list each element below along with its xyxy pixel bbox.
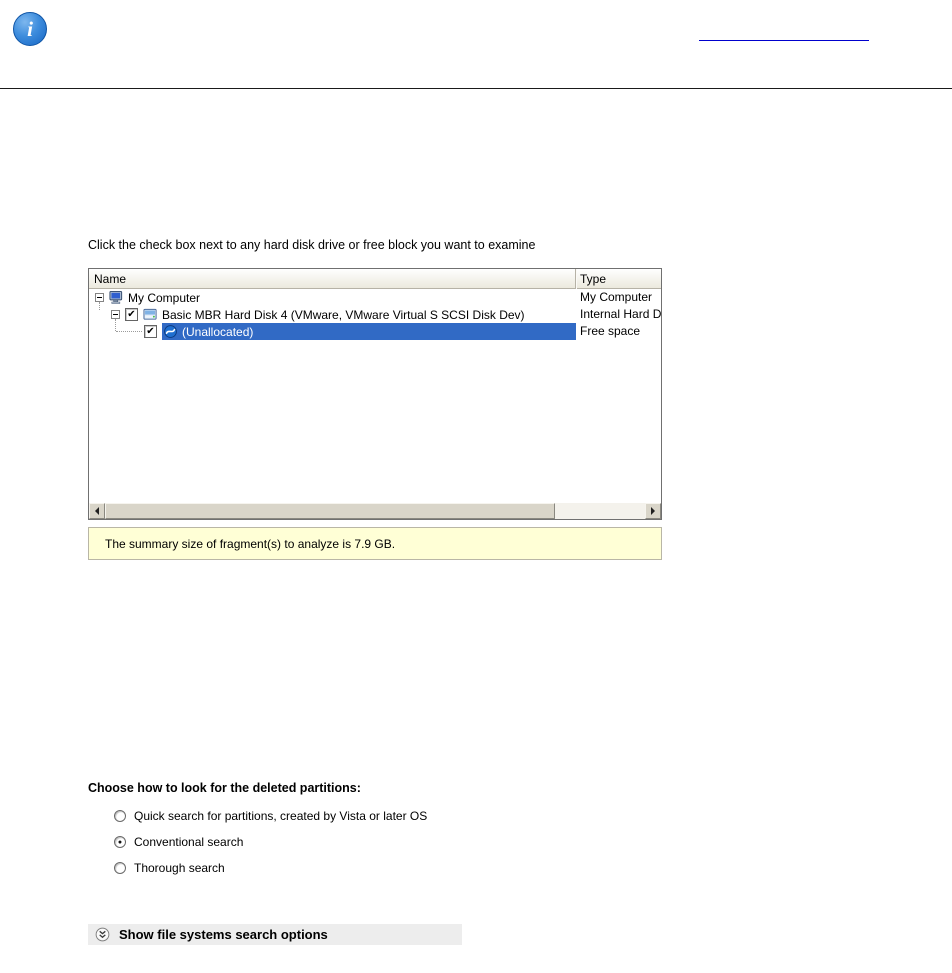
row-type-label: Free space [580, 324, 641, 338]
horizontal-divider [0, 88, 952, 89]
show-file-systems-options-expander[interactable] [88, 924, 462, 945]
horizontal-scrollbar[interactable] [89, 503, 661, 519]
table-row-unallocated[interactable] [89, 323, 661, 340]
summary-note [88, 527, 662, 560]
selected-row-highlight[interactable] [162, 323, 576, 340]
radio-button[interactable] [114, 862, 126, 874]
hyperlink[interactable] [699, 28, 869, 41]
radio-button[interactable] [114, 810, 126, 822]
table-row-hard-disk[interactable] [89, 306, 661, 323]
double-chevron-down-circle-icon [95, 927, 110, 942]
right-arrow-icon [651, 507, 655, 515]
list-header [89, 269, 661, 289]
computer-icon [109, 290, 124, 305]
expander-label: Show file systems search options [119, 927, 328, 942]
row-name-label: (Unallocated) [182, 324, 254, 339]
left-arrow-icon [95, 507, 99, 515]
row-name-label: My Computer [128, 290, 201, 305]
radio-button[interactable]: ● [114, 836, 126, 848]
hard-disk-icon [143, 307, 158, 322]
list-body [89, 289, 661, 504]
row-name-label: Basic MBR Hard Disk 4 (VMware, VMware Virtual S SCSI Disk Dev) [162, 307, 525, 322]
search-mode-heading: Choose how to look for the deleted partitions: [88, 781, 361, 795]
free-space-swirl-icon [163, 324, 178, 339]
scroll-right-button[interactable] [645, 503, 661, 519]
radio-option-conventional-search[interactable] [114, 835, 243, 849]
disk-tree-list [88, 268, 662, 520]
radio-option-quick-search[interactable] [114, 809, 427, 823]
instruction-text: Click the check box next to any hard disk drive or free block you want to examine [88, 238, 536, 252]
scrollbar-thumb[interactable] [105, 503, 555, 519]
checkbox-hard-disk[interactable]: ✔ [125, 308, 138, 321]
table-row-my-computer[interactable] [89, 289, 661, 306]
column-header-type[interactable]: Type [580, 272, 607, 286]
info-icon: i [13, 12, 47, 46]
row-type-label: Internal Hard D [580, 307, 661, 321]
tree-expander-icon[interactable] [95, 293, 104, 302]
radio-label: Conventional search [134, 835, 244, 849]
checkbox-unallocated[interactable]: ✔ [144, 325, 157, 338]
column-header-name[interactable]: Name [94, 272, 127, 286]
radio-label: Thorough search [134, 861, 225, 875]
scroll-left-button[interactable] [89, 503, 105, 519]
column-divider[interactable] [575, 269, 576, 289]
radio-option-thorough-search[interactable] [114, 861, 225, 875]
radio-label: Quick search for partitions, created by Vista or later OS [134, 809, 428, 823]
row-type-label: My Computer [580, 290, 653, 304]
summary-note-text: The summary size of fragment(s) to analyze is 7.9 GB. [105, 536, 396, 551]
tree-expander-icon[interactable] [111, 310, 120, 319]
